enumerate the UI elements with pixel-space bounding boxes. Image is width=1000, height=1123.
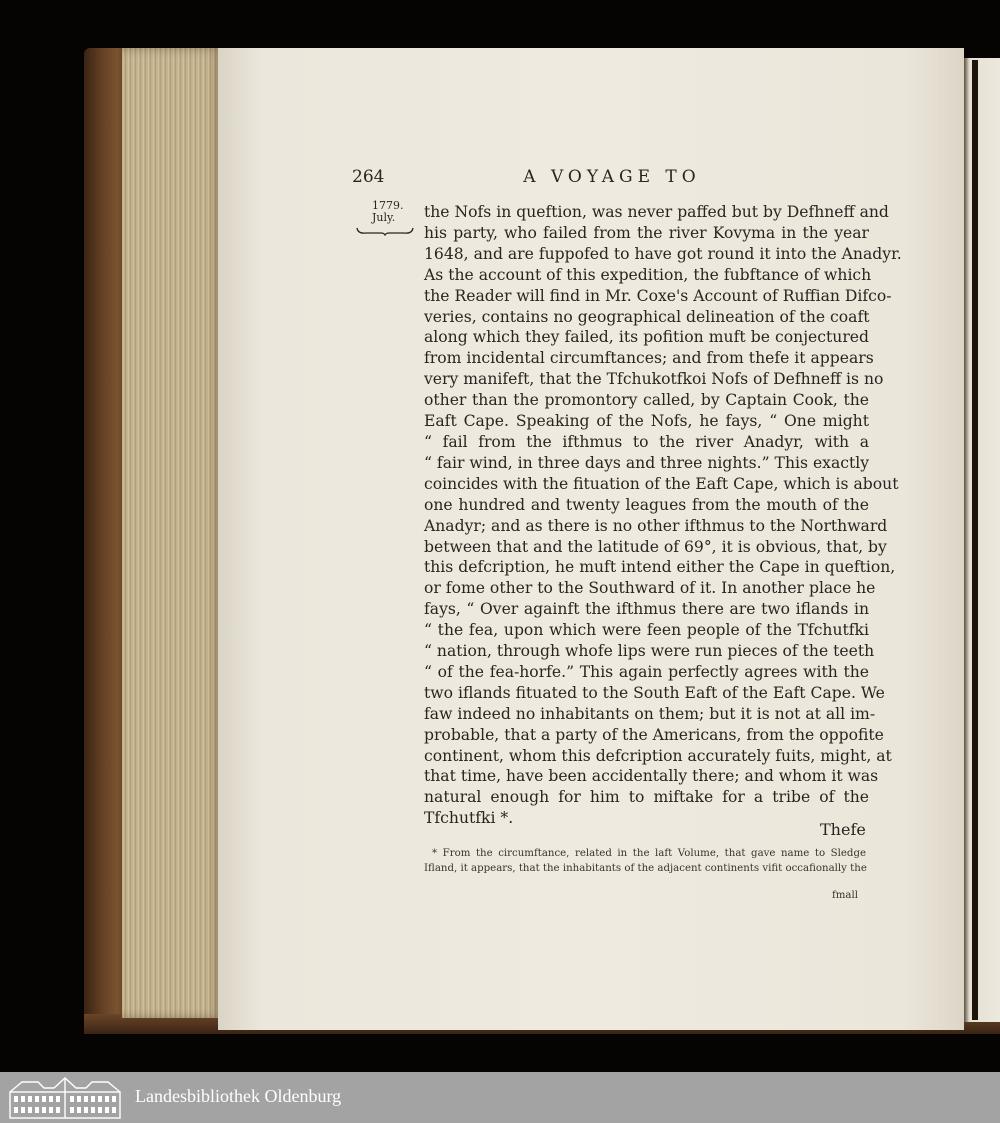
text-line: “ nation, through whofe lips were run pieces of the teeth [424, 642, 875, 661]
footnote-line: * From the circumftance, related in the laft Volume, that gave name to Sledge [432, 848, 866, 859]
page-header [352, 167, 872, 191]
page-edges [122, 48, 222, 1018]
text-line: Eaft Cape. Speaking of the Nofs, he fays, “ One might [424, 412, 869, 431]
margin-month: July. [372, 211, 396, 224]
text-line: “ fail from the ifthmus to the river Anadyr, with a [424, 432, 869, 451]
text-line: fays, “ Over againft the ifthmus there are two iflands in [424, 600, 869, 619]
margin-date-note [356, 200, 416, 236]
text-line: veries, contains no geographical delineation of the coaft [424, 307, 870, 326]
library-building-logo [8, 1076, 122, 1120]
text-line: other than the promontory called, by Captain Cook, the [424, 391, 869, 410]
text-line: natural enough for him to miftake for a tribe of the [424, 788, 869, 807]
footnote [424, 846, 866, 876]
text-line: As the account of this expedition, the fubftance of which [424, 265, 872, 284]
catchword: Thefe [820, 820, 866, 839]
text-line: “ fair wind, in three days and three nights.” This exactly [424, 453, 870, 472]
text-line: coincides with the fituation of the Eaft Cape, which is about [424, 474, 899, 493]
text-line: Anadyr; and as there is no other ifthmus to the Northward [424, 516, 888, 535]
body-text [424, 202, 902, 829]
text-line: the Reader will find in Mr. Coxe's Account of Ruffian Difco- [424, 286, 892, 305]
brace-icon [356, 226, 414, 236]
text-line: that time, have been accidentally there; and whom it was [424, 767, 879, 786]
text-line: this defcription, he muft intend either the Cape in queftion, [424, 558, 896, 577]
text-line: faw indeed no inhabitants on them; but it is not at all im- [424, 704, 876, 723]
text-line: between that and the latitude of 69°, it is obvious, that, by [424, 537, 887, 556]
text-line: one hundred and twenty leagues from the mouth of the [424, 495, 869, 514]
facing-page-edge [962, 58, 1000, 1022]
text-line: or fome other to the Southward of it. In another place he [424, 579, 876, 598]
text-line: probable, that a party of the Americans, from the oppofite [424, 725, 884, 744]
page-number: 264 [352, 167, 385, 187]
text-line: 1648, and are fuppofed to have got round it into the Anadyr. [424, 244, 902, 263]
facing-page-gutter [972, 60, 978, 1020]
library-name: Landesbibliothek Oldenburg [135, 1086, 342, 1106]
text-line: the Nofs in queftion, was never paffed but by Defhneff and [424, 203, 889, 221]
margin-year: 1779. [372, 199, 404, 212]
library-footer-bar [0, 1072, 1000, 1123]
text-line: two iflands fituated to the South Eaft of the Eaft Cape. We [424, 683, 885, 702]
text-line: along which they failed, its pofition muft be conjectured [424, 328, 869, 347]
text-line: continent, whom this defcription accurately fuits, might, at [424, 746, 892, 765]
footnote-catchword: fmall [832, 890, 859, 901]
text-line: his party, who failed from the river Kovyma in the year [424, 223, 869, 242]
text-line: “ the fea, upon which were feen people of the Tfchutfki [424, 621, 869, 640]
running-head: A VOYAGE TO [523, 167, 701, 187]
text-line: very manifeft, that the Tfchukotfkoi Nofs of Defhneff is no [424, 370, 884, 389]
footnote-line: Ifland, it appears, that the inhabitants of the adjacent continents vifit occafionally the [424, 863, 867, 874]
text-line: from incidental circumftances; and from thefe it appears [424, 349, 874, 368]
text-line: “ of the fea-horfe.” This again perfectly agrees with the [424, 662, 869, 681]
text-line: Tfchutfki *. [424, 809, 514, 828]
